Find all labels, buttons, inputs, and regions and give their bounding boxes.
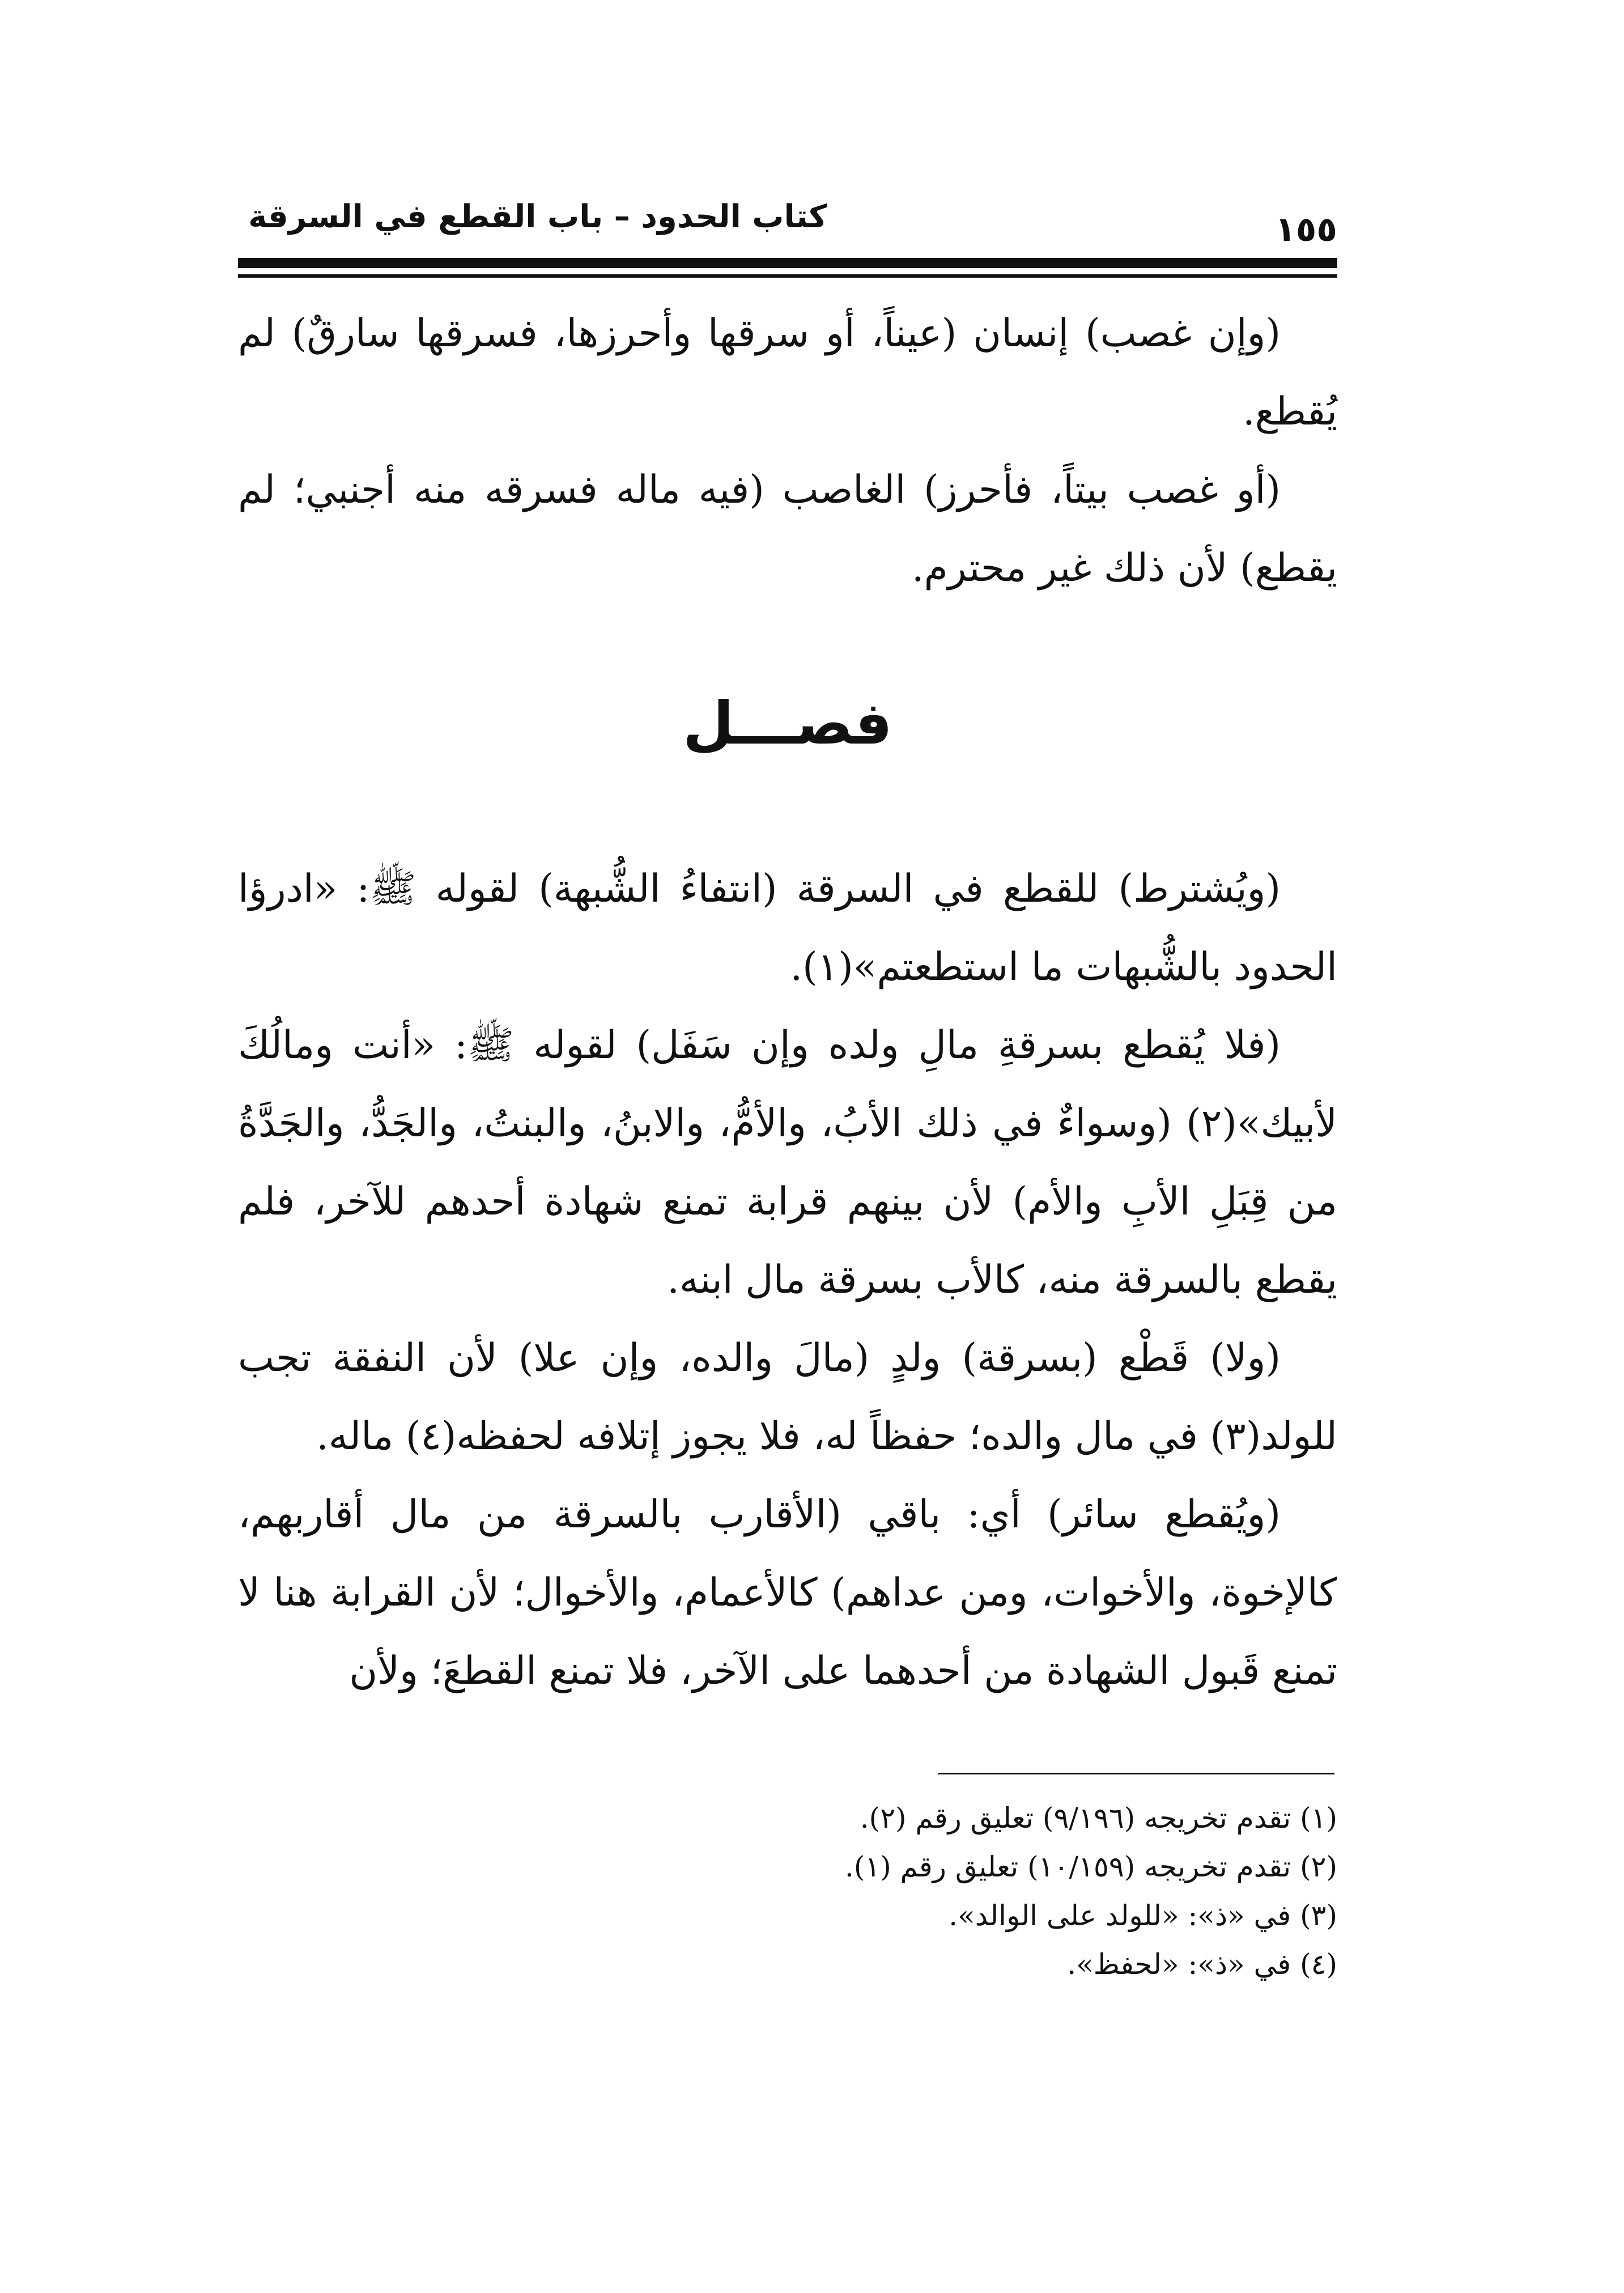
- header-rule-thin: [238, 274, 1337, 278]
- paragraph-4: (ويُقطع سائر) أي: باقي (الأقارب بالسرقة من مال أقاربهم، كالإخوة، والأخوات، ومن عداهم) كالأعمام، والأخوال؛ لأن القرابة هنا لا تمنع قَبول الشهادة من أحدهما على الآخر، فلا تمنع القطعَ؛ ولأن: [238, 1492, 1337, 1693]
- intro-text: [238, 295, 1337, 608]
- footnote-3: (٣) في «ذ»: «للولد على الوالد».: [949, 1899, 1337, 1932]
- main-text: [238, 850, 1337, 1710]
- intro-paragraph-1: (وإن غصب) إنسان (عيناً، أو سرقها وأحرزها، فسرقها سارقٌ) لم يُقطع.: [238, 311, 1337, 434]
- page-number: ١٥٥: [1275, 210, 1337, 249]
- footnote-1: (١) تقدم تخريجه (٩/١٩٦) تعليق رقم (٢).: [860, 1802, 1337, 1835]
- footnote-4: (٤) في «ذ»: «لحفظ».: [1067, 1948, 1337, 1981]
- paragraph-3: (ولا) قَطْع (بسرقة) ولدٍ (مالَ والده، وإن علا) لأن النفقة تجب للولد(٣) في مال والده؛ حفظاً له، فلا يجوز إتلافه لحفظه(٤) ماله.: [238, 1336, 1337, 1459]
- footnotes: [657, 1794, 1337, 1989]
- paragraph-1: (ويُشترط) للقطع في السرقة (انتفاءُ الشُّبهة) لقوله ﷺ: «ادرؤا الحدود بالشُّبهات ما استطعتم»(١).: [238, 867, 1337, 990]
- footnote-separator: [938, 1773, 1334, 1774]
- header-rule-thick: [238, 258, 1337, 268]
- footnote-2: (٢) تقدم تخريجه (١٠/١٥٩) تعليق رقم (١).: [844, 1850, 1337, 1883]
- section-title: فصـــل: [682, 689, 893, 758]
- paragraph-2: (فلا يُقطع بسرقةِ مالِ ولده وإن سَفَل) لقوله ﷺ: «أنت ومالُكَ لأبيك»(٢) (وسواءٌ في ذلك الأبُ، والأمُّ، والابنُ، والبنتُ، والجَدُّ، والجَدَّةُ من قِبَلِ الأبِ والأم) لأن بينهم قرابة تمنع شهادة أحدهم للآخر، فلم يقطع بالسرقة منه، كالأب بسرقة مال ابنه.: [238, 1023, 1337, 1302]
- document-page: [238, 0, 1337, 2293]
- header-title: كتاب الحدود – باب القطع في السرقة: [248, 198, 827, 235]
- running-header: [238, 198, 1337, 249]
- intro-paragraph-2: (أو غصب بيتاً، فأحرز) الغاصب (فيه ماله فسرقه منه أجنبي؛ لم يقطع) لأن ذلك غير محترم.: [238, 468, 1337, 591]
